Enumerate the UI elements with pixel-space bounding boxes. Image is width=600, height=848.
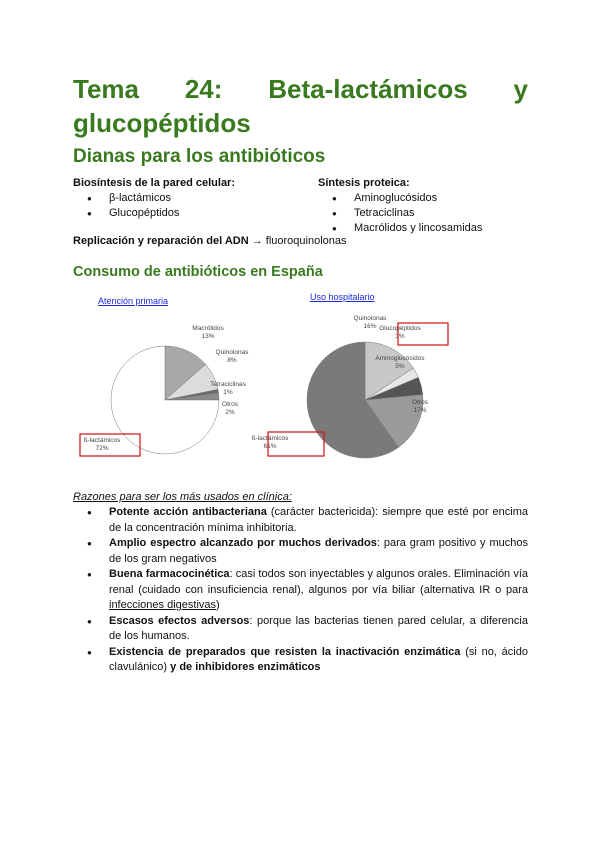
- pie-label: ß-lactámicos: [83, 437, 121, 444]
- pie-label: Quinolonas: [353, 315, 387, 322]
- pie-label: Tetraciclinas: [210, 381, 246, 388]
- list-item: ● Existencia de preparados que resisten la inactivación enzimática (si no, ácido clavulánico) y de inhibidores enzimáticos: [73, 645, 528, 676]
- pie-label: Otros: [412, 399, 428, 406]
- pie-label: ß-lactámicos: [251, 435, 289, 442]
- title-word-3: Beta-lactámicos: [268, 74, 468, 104]
- chart-title-primaria: Atención primaria: [98, 296, 169, 306]
- page-title: [73, 72, 528, 140]
- list-item: ● Aminoglucósidos: [318, 191, 482, 206]
- pie-value-label: 3%: [395, 333, 405, 340]
- pie-value-label: 16%: [363, 323, 377, 330]
- pie-value-label: 17%: [413, 407, 427, 414]
- pie-label: Quinolonas: [215, 349, 249, 356]
- chart-title-hospitalario: Uso hospitalario: [310, 292, 375, 302]
- pie-label: Glucopéptidos: [379, 325, 421, 332]
- cell-wall-column: [73, 176, 235, 221]
- pie-charts: [60, 290, 460, 470]
- pie-label: Aminoglucósidos: [375, 355, 425, 362]
- title-word-4: y: [513, 74, 528, 104]
- list-item: ● Buena farmacocinética: casi todos son inyectables y algunos orales. Eliminación vía renal (cuidado con insuficiencia renal), algunos por vía biliar (alternativa IR o para infecciones digestivas): [73, 567, 528, 614]
- replication-rest: fluoroquinolonas: [265, 235, 347, 247]
- protein-header: Síntesis proteica:: [318, 177, 410, 189]
- pie-chart-primaria: [111, 346, 219, 454]
- list-item: ● Glucopéptidos: [73, 206, 235, 221]
- pie-value-label: 8%: [227, 357, 237, 364]
- title-word-1: Tema: [73, 74, 139, 104]
- cell-wall-header: Biosíntesis de la pared celular:: [73, 177, 236, 189]
- pie-value-label: 72%: [95, 445, 109, 452]
- protein-column: [318, 176, 482, 236]
- pie-label: Otros: [222, 401, 238, 408]
- pie-value-label: 1%: [223, 389, 233, 396]
- list-item: ● Escasos efectos adversos: porque las bacterias tienen pared celular, a diferencia de los humanos.: [73, 614, 528, 645]
- replication-bold: Replicación y reparación del ADN: [73, 235, 249, 247]
- pie-value-label: 5%: [395, 363, 405, 370]
- section-heading-dianas: Dianas para los antibióticos: [73, 146, 326, 167]
- reasons-heading: Razones para ser los más usados en clínica:: [73, 491, 292, 503]
- arrow-glyph: →: [251, 235, 263, 247]
- title-word-2: 24:: [184, 74, 223, 104]
- list-item: ● Amplio espectro alcanzado por muchos derivados: para gram positivo y muchos de los gram negativos: [73, 536, 528, 567]
- list-item: ● β-lactámicos: [73, 191, 235, 206]
- reasons-list: [73, 505, 528, 676]
- pie-value-label: 61%: [263, 443, 277, 450]
- pie-label: Macrólidos: [192, 325, 224, 332]
- pie-value-label: 13%: [201, 333, 215, 340]
- list-item: ● Potente acción antibacteriana (carácter bactericida): siempre que esté por encima de la concentración mínima inhibitoria.: [73, 505, 528, 536]
- pie-value-label: 2%: [225, 409, 235, 416]
- replication-line: [73, 235, 347, 247]
- section-heading-consumo: Consumo de antibióticos en España: [73, 264, 323, 280]
- title-line-2: glucopéptidos: [73, 108, 251, 138]
- list-item: ● Macrólidos y lincosamidas: [318, 221, 482, 236]
- list-item: ● Tetraciclinas: [318, 206, 482, 221]
